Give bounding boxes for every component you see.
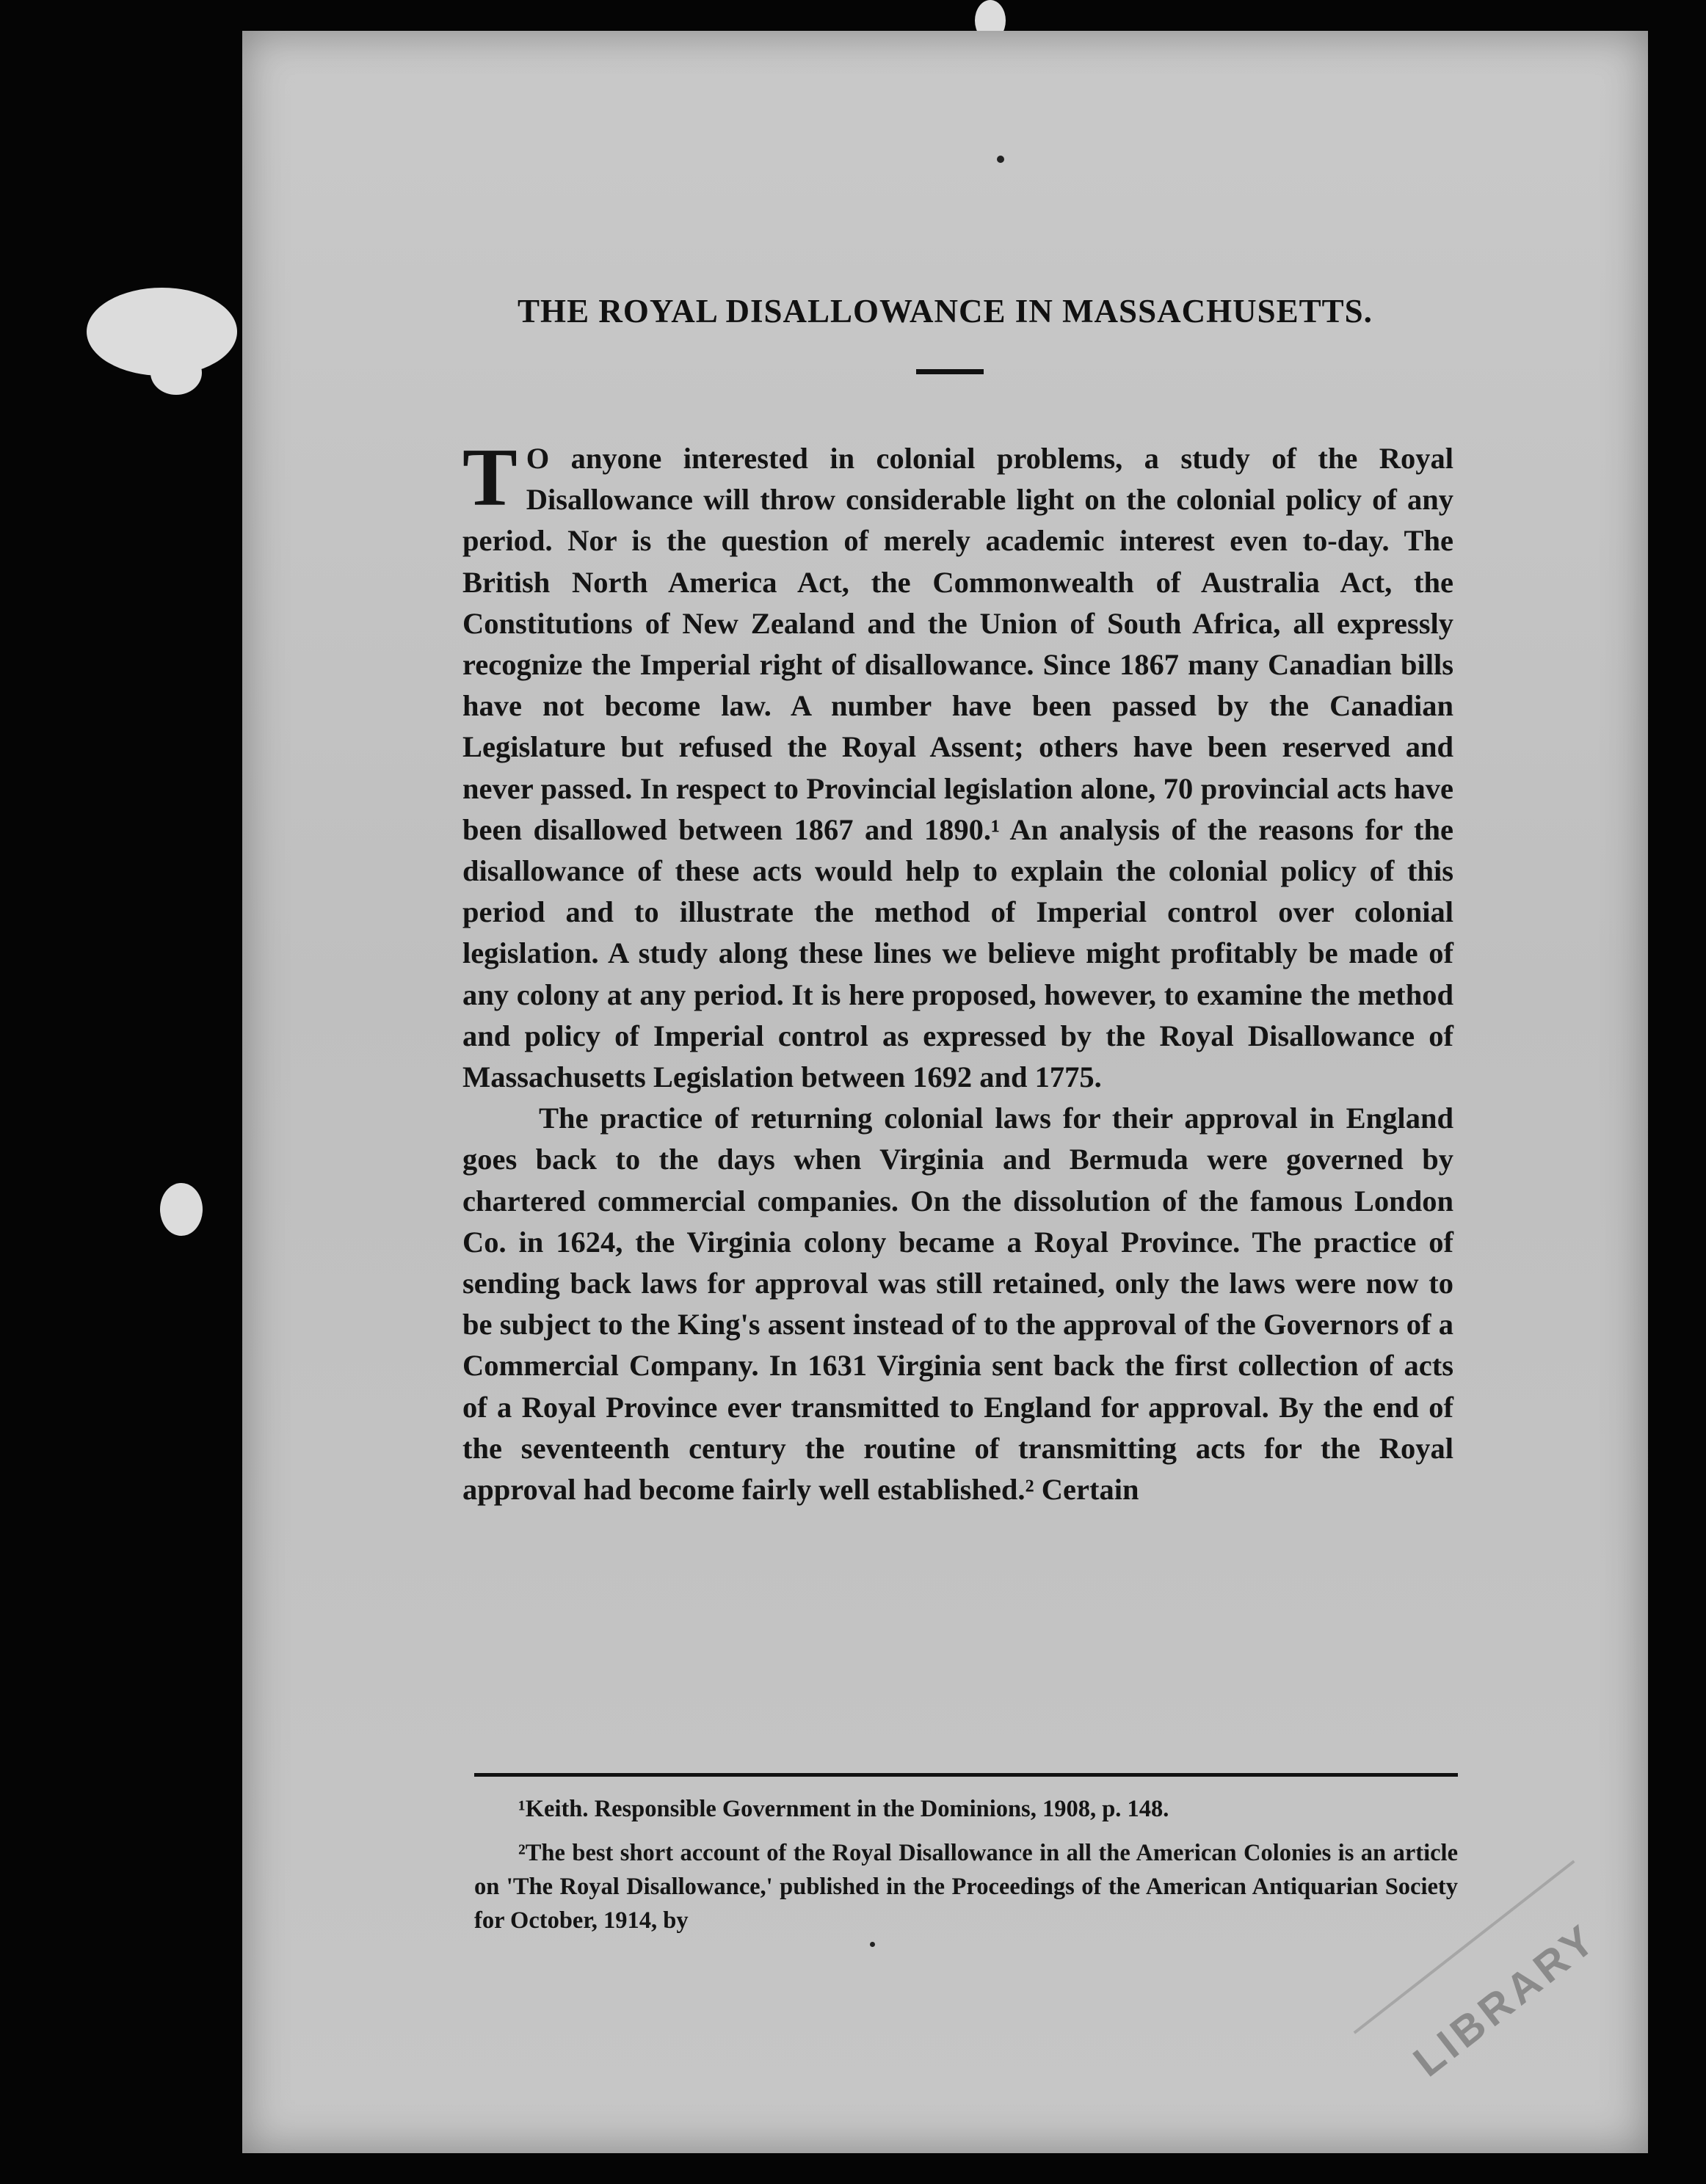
film-speck: [150, 351, 202, 395]
library-stamp: LIBRARY: [1354, 1860, 1657, 2138]
title-rule: [916, 369, 984, 374]
footnote-1: ¹Keith. Responsible Government in the Dominions, 1908, p. 148.: [518, 1796, 1169, 1822]
paragraph-1-text: O anyone interested in colonial problems, a study of the Royal Disallowance will throw considerable light on the colonial policy of any period. Nor is the question of merely academic interest even to-day. The British North America Act, the Commonwealth of Australia Act, the Constitutions of New Zealand and the Union of South Africa, all expressly recognize the Imperial right of disallowance. Since 1867 many Canadian bills have not become law. A number have been passed by the Canadian Legislature but refused the Royal Assent; others have been reserved and never passed. In respect to Provincial legislation alone, 70 provincial acts have been disallowed between 1867 and 1890.¹ An analysis of the reasons for the disallowance of these acts would help to explain the colonial policy of this period and to illustrate the method of Imperial control over colonial legislation. A study along these lines we believe might profitably be made of any colony at any period. It is here proposed, however, to examine the method and policy of Imperial control as expressed by the Royal Disallowance of Massachusetts Legislation between 1692 and 1775.: [462, 442, 1453, 1094]
film-speck: [160, 1183, 203, 1236]
document-page: [242, 31, 1648, 2153]
top-mark: [997, 156, 1004, 163]
footnote-rule: [474, 1773, 1458, 1777]
drop-cap: T: [462, 432, 518, 523]
paragraph-2: The practice of returning colonial laws for their approval in England goes back to the days when Virginia and Bermuda were governed by chartered commercial companies. On the dissolution of the famous London Co. in 1624, the Virginia colony became a Royal Province. The practice of sending back laws for approval was still retained, only the laws were now to be subject to the King's assent instead of to the approval of the Governors of a Commercial Company. In 1631 Virginia sent back the first collection of acts of a Royal Province ever transmitted to England for approval. By the end of the seventeenth century the routine of transmitting acts for the Royal approval had become fairly well established.² Certain: [462, 1102, 1453, 1507]
bottom-mark: [870, 1942, 875, 1947]
page-title: THE ROYAL DISALLOWANCE IN MASSACHUSETTS.: [518, 293, 1373, 330]
body-text: [462, 432, 1453, 1510]
footnote-2: ²The best short account of the Royal Disallowance in all the American Colonies is an article on 'The Royal Disallowance,' published in the Proceedings of the American Antiquarian Society for October, 1914, by: [474, 1840, 1458, 1934]
paragraph-1: [462, 432, 1453, 1098]
footnotes: [474, 1792, 1458, 1948]
